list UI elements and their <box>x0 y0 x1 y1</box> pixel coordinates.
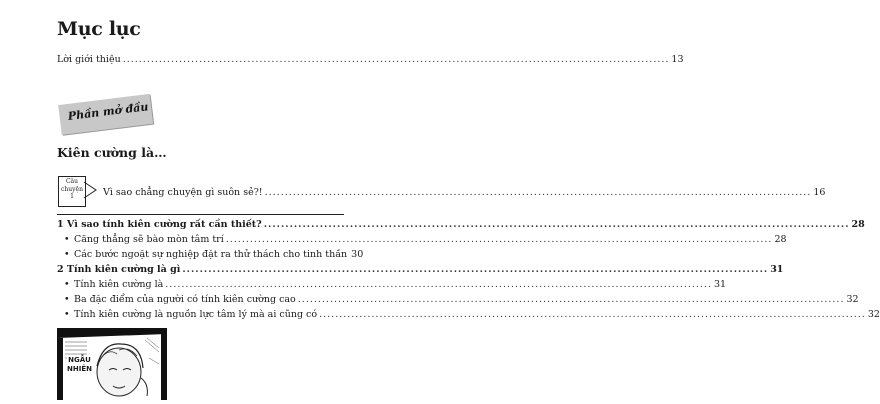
toc-label: Lời giới thiệu <box>57 54 121 65</box>
toc-page: 16 <box>813 187 826 198</box>
toc-story[interactable] <box>103 187 826 198</box>
toc-item[interactable] <box>64 309 880 320</box>
toc-page: 28 <box>774 234 787 245</box>
toc-label: Căng thẳng sẽ bào mòn tâm trí <box>74 234 224 245</box>
divider <box>57 214 344 215</box>
leader-dots <box>265 187 812 198</box>
manga-text-line: NGẪU <box>68 356 91 364</box>
toc-page: 31 <box>713 279 727 290</box>
story-badge-line: chuyện <box>61 185 83 193</box>
manga-text-line: NHIÊN <box>67 365 92 373</box>
bullet-icon: • <box>64 234 70 245</box>
manga-illustration <box>57 328 167 400</box>
toc-chapter-1[interactable] <box>57 219 865 230</box>
leader-dots <box>264 219 850 230</box>
leader-dots <box>123 54 670 65</box>
toc-label: Ba đặc điểm của người có tính kiên cường cao <box>74 294 296 305</box>
toc-intro[interactable] <box>57 54 684 65</box>
toc-label: Tính kiên cường là nguồn lực tâm lý mà ai cũng có <box>74 309 318 320</box>
toc-item[interactable] <box>64 249 364 260</box>
manga-text <box>67 356 92 374</box>
bullet-icon: • <box>64 309 70 320</box>
toc-page: 32 <box>846 294 859 305</box>
section-title: Kiên cường là… <box>57 145 167 160</box>
callout-arrow-icon <box>84 180 98 200</box>
toc-chapter-2[interactable] <box>57 264 784 275</box>
toc-item[interactable] <box>64 234 787 245</box>
toc-label: 2 Tính kiên cường là gì <box>57 264 181 275</box>
bullet-icon: • <box>64 249 70 260</box>
toc-page: 13 <box>671 54 684 65</box>
leader-dots <box>226 234 773 245</box>
toc-label: 1 Vì sao tính kiên cường rất cần thiết? <box>57 219 262 230</box>
toc-page: 30 <box>351 249 364 260</box>
bullet-icon: • <box>64 294 70 305</box>
toc-item[interactable] <box>64 279 727 290</box>
leader-dots <box>182 264 768 275</box>
toc-label: Tính kiên cường là <box>74 279 164 290</box>
page-title: Mục lục <box>57 18 141 40</box>
bullet-icon: • <box>64 279 70 290</box>
toc-label: Các bước ngoặt sự nghiệp đặt ra thử thách cho tinh thần <box>74 249 348 260</box>
story-badge-line: 1 <box>70 193 74 200</box>
story-badge-line: Câu <box>65 178 79 185</box>
toc-page: 32 <box>867 309 880 320</box>
toc-page: 31 <box>770 264 784 275</box>
toc-label: Vì sao chẳng chuyện gì suôn sẻ?! <box>103 187 263 198</box>
toc-page: 28 <box>851 219 865 230</box>
leader-dots <box>319 309 866 320</box>
toc-item[interactable] <box>64 294 859 305</box>
part-banner: Phần mở đầu <box>67 100 150 123</box>
leader-dots <box>165 279 712 290</box>
story-badge <box>58 176 86 207</box>
leader-dots <box>298 294 845 305</box>
